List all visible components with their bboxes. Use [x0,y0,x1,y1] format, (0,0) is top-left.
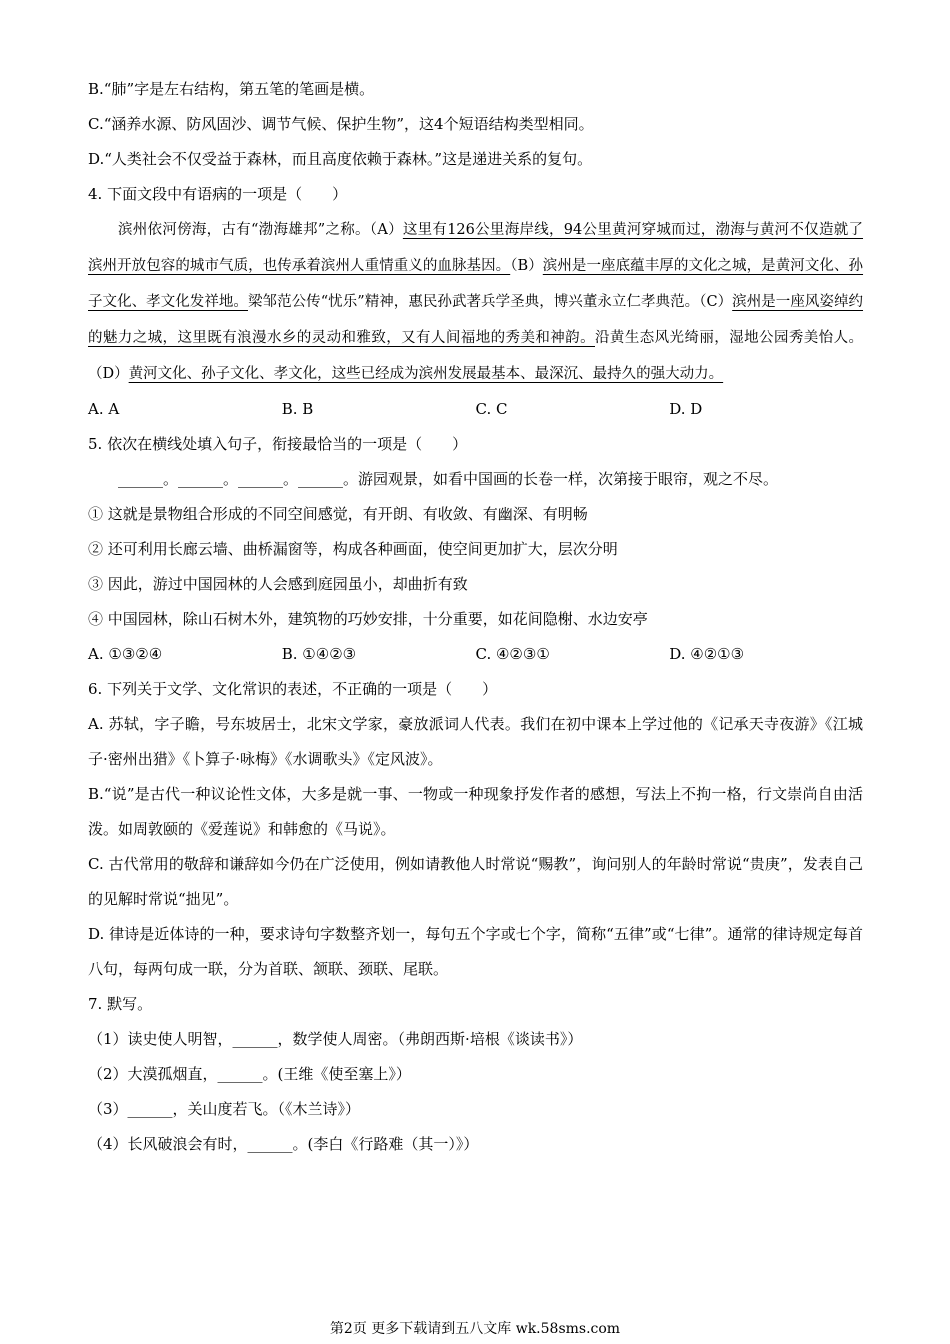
q7-item: （2）大漠孤烟直，______。(王维《使至塞上》） [88,1065,411,1083]
q4-intro: 滨州依河傍海，古有“渤海雄邦”之称。（A） [118,222,403,238]
q5-blank-text: ______。______。______。______。游园观景，如看中国画的长卷一样，次第接于眼帘，观之不尽。 [118,470,779,488]
q4-passage [88,212,863,392]
q5-item: ① 这就是景物组合形成的不同空间感觉，有开朗、有收敛、有幽深、有明畅 [88,505,588,523]
q5-option: A. ①③②④ [88,645,163,663]
q5-option: D. ④②①③ [669,645,745,663]
q4-sentence-b: 滨州是一座底蕴丰厚的文化之城，是黄河文化、孙子文化、孝文化发祥地。 [88,258,864,310]
q5-stem: 5. 依次在横线处填入句子，衔接最恰当的一项是（ ） [88,435,468,453]
q4-label-b: （B） [510,258,543,274]
q6-option-c: C. 古代常用的敬辞和谦辞如今仍在广泛使用，例如请教他人时常说“赐教”，询问别人的年龄时常说“贵庚”，发表自己的见解时常说“拙见”。 [88,855,863,908]
q5-options [88,637,863,672]
q7-item: （3）______，关山度若飞。（《木兰诗》） [88,1100,361,1118]
q4-label-d: （D） [88,366,129,382]
q5-item: ② 还可利用长廊云墙、曲桥漏窗等，构成各种画面，使空间更加扩大，层次分明 [88,540,618,558]
q4-option: B. B [281,400,314,418]
q4-option: D. D [669,400,703,418]
q5-option: C. ④②③① [475,645,550,663]
q6-stem: 6. 下列关于文学、文化常识的表述，不正确的一项是（ ） [88,680,498,698]
q4-sentence-c: 滨州是一座风姿绰约的魅力之城，这里既有浪漫水乡的灵动和雅致，又有人间福地的秀美和神韵。 [88,294,864,346]
q4-sentence-d: 黄河文化、孙子文化、孝文化，这些已经成为滨州发展最基本、最深沉、最持久的强大动力。 [128,366,724,382]
page-footer: 第2页 更多下载请到五八文库 wk.58sms.com [329,1321,621,1337]
q3-option-b: B.“肺”字是左右结构，第五笔的笔画是横。 [88,80,375,98]
document-page [88,72,863,1162]
q5-item: ④ 中国园林，除山石树木外，建筑物的巧妙安排，十分重要，如花间隐榭、水边安亭 [88,610,648,628]
q6-option-b: B.“说”是古代一种议论性文体，大多是就一事、一物或一种现象抒发作者的感想，写法上不拘一格，行文崇尚自由活泼。如周敦颐的《爱莲说》和韩愈的《马说》。 [88,785,863,838]
q4-text-c-rest: 沿黄生态风光绮丽，湿地公园秀美怡人。 [595,330,863,346]
q4-text-b-rest: 梁邹范公传“忧乐”精神，惠民孙武著兵学圣典，博兴董永立仁孝典范。 [247,294,700,310]
q7-item: （1）读史使人明智，______，数学使人周密。（弗朗西斯·培根《谈读书》） [88,1030,583,1048]
q7-item: （4）长风破浪会有时，______。(李白《行路难（其一）》） [88,1135,479,1153]
q3-option-d: D.“人类社会不仅受益于森林，而且高度依赖于森林。”这是递进关系的复句。 [88,150,593,168]
q6-option-a: A. 苏轼，字子瞻，号东坡居士，北宋文学家，豪放派词人代表。我们在初中课本上学过他的《记承天寺夜游》《江城子·密州出猎》《卜算子·咏梅》《水调歌头》《定风波》。 [88,715,863,768]
q5-item: ③ 因此，游过中国园林的人会感到庭园虽小，却曲折有致 [88,575,468,593]
q4-label-c: （C） [699,294,733,310]
q7-stem: 7. 默写。 [88,995,153,1013]
q4-options [88,392,863,427]
q4-option: A. A [88,400,120,418]
q5-option: B. ①④②③ [281,645,357,663]
q3-option-c: C.“涵养水源、防风固沙、调节气候、保护生物”，这4个短语结构类型相同。 [88,115,594,133]
q4-option: C. C [475,400,508,418]
q4-stem: 4. 下面文段中有语病的一项是（ ） [88,185,348,203]
q6-option-d: D. 律诗是近体诗的一种，要求诗句字数整齐划一，每句五个字或七个字，简称“五律”或“七律”。通常的律诗规定每首八句，每两句成一联，分为首联、颔联、颈联、尾联。 [88,925,863,978]
q4-sentence-a: 这里有126公里海岸线，94公里黄河穿城而过，渤海与黄河不仅造就了滨州开放包容的城市气质，也传承着滨州人重情重义的血脉基因。 [88,222,864,274]
